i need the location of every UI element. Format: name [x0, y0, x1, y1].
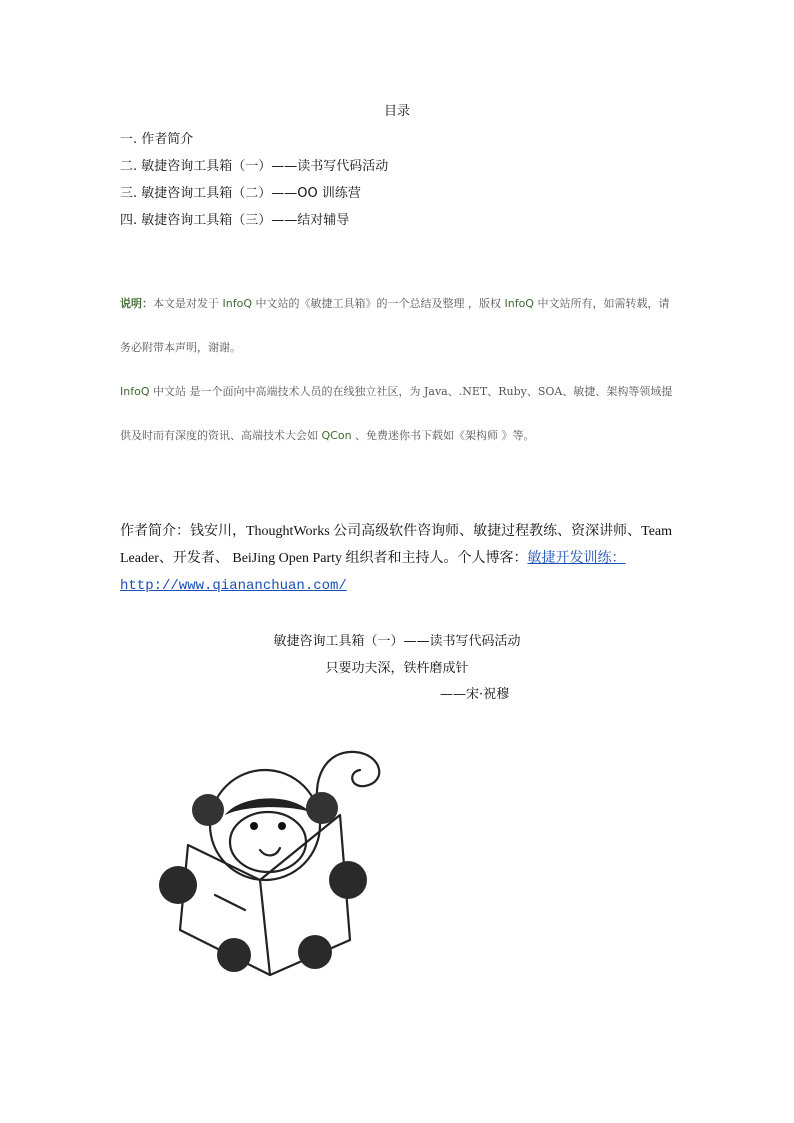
blog-link-label[interactable]: 敏捷开发训练：: [527, 551, 626, 566]
infoq-name: InfoQ: [504, 297, 534, 310]
blog-url-link[interactable]: http://www.qiananchuan.com/: [120, 578, 347, 594]
qcon-name: QCon: [321, 429, 352, 442]
infoq-name: InfoQ: [120, 385, 150, 398]
author-intro: [120, 518, 680, 600]
toc-item-reading-coding[interactable]: 二. 敏捷咨询工具箱（一）——读书写代码活动: [120, 159, 389, 174]
toc-title: 目录: [383, 104, 410, 119]
note-text: 中文站的《敏捷工具箱》的一个总结及整理 ，版权: [251, 297, 505, 310]
author-intro-text: 作者简介：钱安川，ThoughtWorks 公司高级软件咨询师、敏捷过程教练、资深讲师、Team Leader、开发者、 BeiJing Open Party 组织者和主持人。个人博客：: [120, 524, 673, 566]
note-text: 本文是对发于: [153, 297, 223, 310]
section-title: 敏捷咨询工具箱（一）——读书写代码活动: [273, 634, 521, 649]
infoq-description: [120, 370, 680, 458]
monkey-reading-newspaper-icon: [150, 720, 420, 990]
note-text: 中文站所有，如需转载，请务必附带本声明，谢谢。: [120, 297, 670, 354]
description-text: 、免费迷你书下载如《架构师 》等。: [351, 429, 535, 442]
toc-item-pair-coaching[interactable]: 四. 敏捷咨询工具箱（三）——结对辅导: [120, 213, 350, 228]
infoq-name: InfoQ: [222, 297, 252, 310]
note-label: 说明：: [120, 297, 153, 310]
quote-attribution: ——宋·祝穆: [440, 687, 510, 702]
section-quote: 只要功夫深，铁杵磨成针: [325, 661, 469, 676]
description-text: 中文站 是一个面向中高端技术人员的在线独立社区，为 Java、.NET、Ruby、SOA、敏捷、架构等领域提供及时而有深度的资讯、高端技术大会如: [120, 385, 673, 442]
toc-item-oo-camp[interactable]: 三. 敏捷咨询工具箱（二）——OO 训练营: [120, 186, 361, 201]
toc-item-author[interactable]: 一. 作者简介: [120, 132, 194, 147]
copyright-note: [120, 282, 680, 370]
